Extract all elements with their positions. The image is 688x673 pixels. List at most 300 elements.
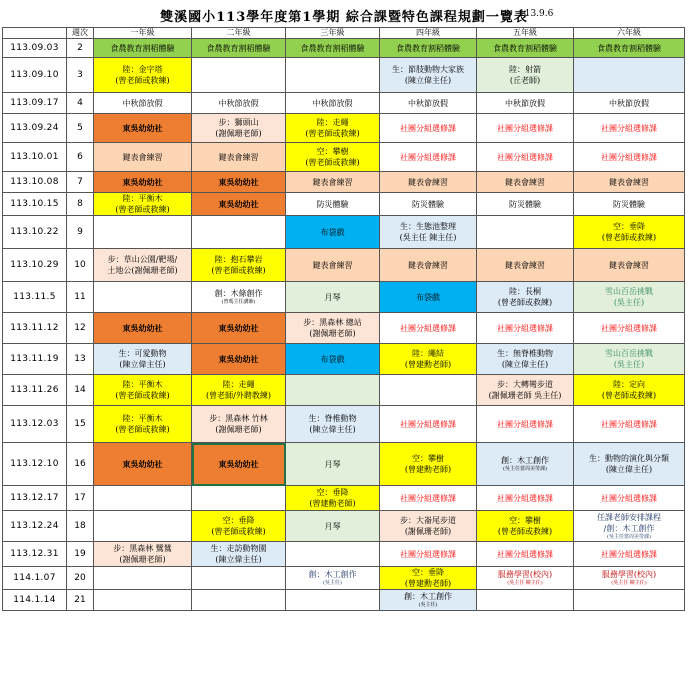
row-date[interactable]: 113.09.10 (3, 58, 67, 93)
cell-activity: 社團分組選修課 (601, 549, 657, 559)
schedule-cell[interactable] (286, 344, 380, 375)
schedule-cell[interactable] (477, 93, 574, 114)
schedule-cell[interactable] (286, 249, 380, 282)
table-row (3, 249, 685, 282)
header-row (3, 28, 685, 39)
row-week[interactable]: 20 (67, 567, 94, 590)
cell-activity: 東吳幼幼社 (218, 198, 259, 209)
schedule-cell[interactable] (192, 172, 286, 193)
schedule-cell[interactable] (94, 567, 192, 590)
schedule-cell[interactable] (286, 375, 380, 406)
header-date (3, 28, 67, 39)
cell-activity: 食農教育割稻體驗 (206, 43, 271, 53)
cell-teacher: (謝佩珊老師) (119, 555, 166, 564)
cell-activity: 創：木工創作 (501, 456, 549, 465)
schedule-cell[interactable] (477, 249, 574, 282)
cell-activity: 社團分組選修課 (400, 549, 456, 559)
cell-activity: 社團分組選修課 (400, 123, 456, 133)
schedule-cell[interactable] (192, 590, 286, 611)
schedule-cell[interactable] (286, 216, 380, 249)
schedule-cell[interactable] (574, 93, 685, 114)
row-date[interactable]: 113.12.17 (3, 486, 67, 511)
cell-activity: 步：獅頭山 (218, 118, 259, 127)
schedule-cell[interactable] (574, 313, 685, 344)
schedule-cell[interactable] (192, 216, 286, 249)
cell-teacher: (吳主任) (613, 360, 645, 369)
schedule-cell[interactable] (286, 590, 380, 611)
cell-activity: 陸：平衡木 (122, 414, 163, 423)
table-row (3, 542, 685, 567)
schedule-cell[interactable] (477, 282, 574, 313)
cell-activity: 防災體驗 (316, 199, 349, 209)
schedule-cell[interactable] (286, 58, 380, 93)
cell-teacher: (曾老師或救練) (115, 76, 170, 85)
cell-activity: 步：黑森林 總站 (303, 318, 362, 327)
cell-activity: 月琴 (324, 292, 341, 302)
row-week[interactable]: 5 (67, 114, 94, 143)
schedule-cell[interactable] (574, 344, 685, 375)
schedule-cell[interactable] (380, 542, 477, 567)
cell-activity: 社團分組選修課 (497, 323, 553, 333)
schedule-cell[interactable] (380, 93, 477, 114)
schedule-cell[interactable] (380, 58, 477, 93)
cell-teacher: (曾建勳老師) (309, 499, 356, 508)
schedule-cell[interactable] (192, 375, 286, 406)
row-week[interactable]: 19 (67, 542, 94, 567)
schedule-cell[interactable] (477, 344, 574, 375)
row-week[interactable]: 15 (67, 406, 94, 443)
cell-activity: 鍵表會練習 (609, 177, 649, 187)
schedule-cell[interactable] (477, 443, 574, 486)
schedule-cell[interactable] (192, 93, 286, 114)
cell-activity: 鍵表會練習 (218, 152, 259, 162)
schedule-cell[interactable] (380, 443, 477, 486)
cell-activity: 鍵表會練習 (312, 177, 353, 187)
cell-activity: 生：脊椎動物 (308, 414, 357, 423)
cell-activity: 社團分組選修課 (400, 152, 456, 162)
row-week[interactable]: 7 (67, 172, 94, 193)
cell-activity: 東吳幼幼社 (122, 322, 163, 333)
row-date[interactable]: 113.10.15 (3, 193, 67, 216)
cell-activity: 食農教育割稻體驗 (597, 43, 661, 53)
table-row (3, 486, 685, 511)
cell-activity: 步：黑森林 鷺鷥 (113, 544, 172, 553)
schedule-cell[interactable] (192, 313, 286, 344)
cell-activity: 布袋戲 (320, 227, 345, 237)
schedule-cell[interactable] (380, 39, 477, 58)
table-row (3, 58, 685, 93)
schedule-cell[interactable] (192, 143, 286, 172)
cell-activity: 鍵表會練習 (408, 260, 448, 270)
row-date[interactable]: 113.09.17 (3, 93, 67, 114)
schedule-cell[interactable] (477, 375, 574, 406)
row-date[interactable]: 113.11.12 (3, 313, 67, 344)
cell-activity: 防災體驗 (613, 199, 645, 209)
cell-note: (吳主任當周美勞課) (503, 466, 547, 472)
cell-teacher: (謝佩珊老師) (404, 527, 452, 536)
cell-activity: 鍵表會練習 (312, 260, 353, 270)
schedule-cell[interactable] (192, 406, 286, 443)
cell-activity: 食農教育割稻體驗 (396, 43, 460, 53)
cell-activity: 空：垂降 (222, 516, 255, 525)
schedule-cell[interactable] (192, 249, 286, 282)
cell-activity: 中秋節放假 (218, 98, 259, 108)
row-date[interactable]: 113.10.22 (3, 216, 67, 249)
schedule-cell[interactable] (380, 114, 477, 143)
cell-activity: 東吳幼幼社 (218, 176, 259, 187)
row-date[interactable]: 114.1.14 (3, 590, 67, 611)
schedule-cell[interactable] (192, 567, 286, 590)
row-date[interactable]: 114.1.07 (3, 567, 67, 590)
schedule-cell[interactable] (286, 542, 380, 567)
cell-teacher: (曾老師或救練) (305, 129, 360, 138)
row-week[interactable]: 14 (67, 375, 94, 406)
cell-teacher: (陳立偉主任) (404, 76, 452, 85)
cell-activity: 社團分組選修課 (601, 493, 657, 503)
schedule-cell[interactable] (94, 143, 192, 172)
schedule-cell[interactable] (94, 114, 192, 143)
cell-teacher: (謝佩珊老師) (215, 129, 262, 138)
header-grade-4: 四年級 (380, 28, 477, 39)
schedule-cell[interactable] (192, 486, 286, 511)
schedule-cell[interactable] (574, 216, 685, 249)
schedule-cell[interactable] (286, 511, 380, 542)
cell-activity: 社團分組選修課 (601, 123, 657, 133)
schedule-cell[interactable] (286, 193, 380, 216)
schedule-cell[interactable] (380, 590, 477, 611)
row-date[interactable]: 113.12.10 (3, 443, 67, 486)
schedule-cell[interactable] (380, 216, 477, 249)
schedule-cell[interactable] (94, 93, 192, 114)
cell-activity: 食農教育割稻體驗 (110, 43, 175, 53)
schedule-cell[interactable] (380, 193, 477, 216)
schedule-cell[interactable] (574, 375, 685, 406)
cell-activity: 陸：平衡木 (122, 380, 163, 389)
schedule-cell[interactable] (94, 375, 192, 406)
schedule-cell[interactable] (94, 172, 192, 193)
row-week[interactable]: 4 (67, 93, 94, 114)
cell-activity: 步：大崙尾步道 (400, 516, 456, 525)
schedule-cell[interactable] (574, 193, 685, 216)
table-row (3, 282, 685, 313)
row-week[interactable]: 18 (67, 511, 94, 542)
cell-teacher: (吳主任 陳主任) (399, 233, 457, 242)
cell-teacher: (陳立偉主任) (501, 360, 549, 369)
schedule-cell[interactable] (286, 567, 380, 590)
row-date[interactable]: 113.11.5 (3, 282, 67, 313)
row-week[interactable]: 11 (67, 282, 94, 313)
row-week[interactable]: 6 (67, 143, 94, 172)
schedule-cell[interactable] (477, 542, 574, 567)
cell-activity: 鍵表會練習 (609, 260, 649, 270)
cell-activity: 中秋節放假 (122, 98, 163, 108)
schedule-cell[interactable] (286, 172, 380, 193)
cell-activity: 社團分組選修課 (400, 419, 456, 429)
schedule-cell[interactable] (94, 542, 192, 567)
cell-activity: 生：走訪動物園 (210, 544, 267, 553)
cell-teacher: (謝佩珊老師 吳主任) (488, 391, 562, 400)
schedule-cell[interactable] (286, 93, 380, 114)
table-row (3, 143, 685, 172)
cell-activity: 陸：繩結 (412, 349, 444, 358)
cell-activity: 雪山百岳挑戰 (605, 349, 653, 358)
row-date[interactable]: 113.11.19 (3, 344, 67, 375)
cell-activity: 步：黑森林 竹林 (209, 414, 268, 423)
row-week[interactable]: 9 (67, 216, 94, 249)
row-date[interactable]: 113.09.24 (3, 114, 67, 143)
cell-activity: 空：垂降 (613, 222, 645, 231)
schedule-cell[interactable] (477, 193, 574, 216)
cell-activity: 中秋節放假 (408, 98, 448, 108)
schedule-cell[interactable] (94, 39, 192, 58)
cell-note: (吳主任當周美勞課) (607, 533, 651, 540)
schedule-cell[interactable] (477, 567, 574, 590)
cell-teacher: (曾老師或救練) (211, 266, 266, 275)
header-grade-3: 三年級 (286, 28, 380, 39)
cell-activity: 月琴 (324, 459, 341, 469)
row-date[interactable]: 113.12.03 (3, 406, 67, 443)
schedule-cell[interactable] (574, 172, 685, 193)
cell-activity: 步：大轉彎步道 (497, 380, 553, 389)
cell-teacher: (陳立偉主任) (119, 360, 166, 369)
schedule-cell[interactable] (94, 406, 192, 443)
schedule-cell[interactable] (192, 511, 286, 542)
cell-activity: 東吳幼幼社 (218, 458, 259, 469)
cell-activity: 社團分組選修課 (400, 323, 456, 333)
cell-activity: 陸：抱石攀岩 (214, 255, 263, 264)
schedule-cell[interactable] (286, 282, 380, 313)
cell-activity: 任課老師安排課程 (597, 512, 661, 522)
row-week[interactable]: 13 (67, 344, 94, 375)
table-row (3, 443, 685, 486)
cell-activity: 陸：長桐 (509, 287, 541, 296)
schedule-cell[interactable] (286, 486, 380, 511)
schedule-cell[interactable] (380, 344, 477, 375)
schedule-cell[interactable] (477, 486, 574, 511)
cell-note: (吳主任) (418, 602, 438, 608)
schedule-cell[interactable] (192, 193, 286, 216)
schedule-cell[interactable] (380, 313, 477, 344)
schedule-cell[interactable] (574, 406, 685, 443)
cell-activity: 月琴 (324, 521, 341, 531)
header-grade-6: 六年級 (574, 28, 685, 39)
cell-activity: 生：無脊椎動物 (497, 349, 553, 358)
cell-activity: 社團分組選修課 (497, 419, 553, 429)
cell-activity: 生：可愛動物 (118, 349, 167, 358)
schedule-cell[interactable] (477, 511, 574, 542)
cell-teacher: (陳立偉主任) (605, 465, 653, 474)
cell-teacher: (曾老師或救練) (115, 205, 170, 214)
schedule-cell[interactable] (574, 486, 685, 511)
cell-activity: 食農教育割稻體驗 (493, 43, 557, 53)
cell-activity: 中秋節放假 (312, 98, 353, 108)
cell-activity: 服務學習(校內) (497, 570, 553, 579)
schedule-cell[interactable] (574, 567, 685, 590)
schedule-cell[interactable] (286, 114, 380, 143)
header-grade-2: 二年級 (192, 28, 286, 39)
schedule-cell[interactable] (477, 590, 574, 611)
row-date[interactable]: 113.12.31 (3, 542, 67, 567)
schedule-cell[interactable] (380, 172, 477, 193)
cell-activity: 防災體驗 (509, 199, 541, 209)
row-date[interactable]: 113.09.03 (3, 39, 67, 58)
row-week[interactable]: 8 (67, 193, 94, 216)
schedule-cell[interactable] (286, 443, 380, 486)
schedule-cell[interactable] (192, 282, 286, 313)
cell-teacher: (曾建勳老師) (404, 579, 452, 588)
row-date[interactable]: 113.12.24 (3, 511, 67, 542)
cell-note: (吳主任 陳主任) (507, 580, 543, 586)
cell-activity: 布袋戲 (320, 354, 345, 364)
cell-activity: 空：攀樹 (316, 147, 349, 156)
schedule-cell[interactable] (286, 39, 380, 58)
title-bar (0, 0, 688, 27)
cell-teacher: (曾老師/外聘教練) (206, 391, 271, 400)
schedule-cell[interactable] (574, 542, 685, 567)
cell-activity: 鍵表會練習 (505, 260, 545, 270)
schedule-cell[interactable] (192, 58, 286, 93)
cell-activity: 布袋戲 (416, 292, 440, 302)
schedule-cell[interactable] (94, 282, 192, 313)
row-week[interactable]: 21 (67, 590, 94, 611)
schedule-cell[interactable] (477, 58, 574, 93)
cell-activity: 創：木條創作 (214, 289, 263, 298)
cell-note: (吳主任 陳主任) (611, 580, 647, 586)
schedule-cell[interactable] (477, 143, 574, 172)
cell-activity: 中秋節放假 (609, 98, 649, 108)
cell-activity: 防災體驗 (412, 199, 444, 209)
row-date[interactable]: 113.10.29 (3, 249, 67, 282)
cell-activity: 空：攀樹 (509, 516, 541, 525)
schedule-cell[interactable] (574, 114, 685, 143)
schedule-cell[interactable] (477, 406, 574, 443)
schedule-cell[interactable] (477, 114, 574, 143)
cell-activity: 創：木工創作 (308, 570, 357, 579)
cell-activity: 雪山百岳挑戰 (605, 287, 653, 296)
cell-activity: 服務學習(校內) (601, 570, 657, 579)
schedule-cell[interactable] (192, 542, 286, 567)
schedule-cell[interactable] (477, 313, 574, 344)
schedule-cell[interactable] (94, 590, 192, 611)
cell-activity: 東吳幼幼社 (218, 322, 259, 333)
cell-teacher: (丘老師) (509, 76, 541, 85)
title-date: 113.9.6 (519, 9, 554, 19)
schedule-body (3, 39, 685, 611)
schedule-cell[interactable] (380, 486, 477, 511)
cell-teacher: /創：木工創作 (603, 523, 655, 533)
table-row (3, 375, 685, 406)
row-week[interactable]: 17 (67, 486, 94, 511)
row-week[interactable]: 2 (67, 39, 94, 58)
schedule-cell[interactable] (380, 567, 477, 590)
row-week[interactable]: 3 (67, 58, 94, 93)
schedule-cell[interactable] (94, 58, 192, 93)
cell-teacher: (曾老師或救練) (601, 233, 657, 242)
cell-teacher: (吳主任) (613, 298, 645, 307)
schedule-cell[interactable] (380, 511, 477, 542)
schedule-cell[interactable] (94, 344, 192, 375)
schedule-cell[interactable] (192, 443, 286, 486)
schedule-cell[interactable] (192, 39, 286, 58)
cell-note: (吳主任) (323, 580, 342, 586)
schedule-cell[interactable] (380, 375, 477, 406)
cell-activity: 陸：射箭 (509, 65, 541, 74)
cell-activity: 鍵表會練習 (122, 152, 163, 162)
schedule-cell[interactable] (94, 216, 192, 249)
schedule-cell[interactable] (94, 193, 192, 216)
schedule-cell[interactable] (380, 143, 477, 172)
schedule-cell[interactable] (574, 511, 685, 542)
schedule-cell[interactable] (192, 114, 286, 143)
table-row (3, 114, 685, 143)
schedule-cell[interactable] (286, 313, 380, 344)
cell-teacher: (曾老師或救練) (497, 527, 553, 536)
cell-teacher: (曾老師或救練) (115, 425, 170, 434)
cell-activity: 鍵表會練習 (408, 177, 448, 187)
schedule-cell[interactable] (574, 143, 685, 172)
schedule-cell[interactable] (574, 282, 685, 313)
cell-activity: 社團分組選修課 (601, 323, 657, 333)
schedule-cell[interactable] (380, 282, 477, 313)
cell-teacher: (曾老師或救練) (601, 391, 657, 400)
header-week: 週次 (67, 28, 94, 39)
cell-activity: 創：木工創作 (404, 592, 452, 601)
cell-activity: 陸：走繩 (222, 380, 255, 389)
schedule-cell[interactable] (94, 313, 192, 344)
schedule-cell[interactable] (94, 511, 192, 542)
schedule-cell[interactable] (574, 39, 685, 58)
cell-teacher: (謝佩珊老師) (309, 329, 356, 338)
schedule-cell[interactable] (477, 172, 574, 193)
schedule-cell[interactable] (574, 443, 685, 486)
schedule-cell[interactable] (286, 406, 380, 443)
row-date[interactable]: 113.10.01 (3, 143, 67, 172)
cell-activity: 東吳幼幼社 (122, 122, 163, 133)
schedule-cell[interactable] (380, 249, 477, 282)
cell-teacher: (曾老師或救練) (305, 158, 360, 167)
table-row (3, 567, 685, 590)
schedule-cell[interactable] (192, 344, 286, 375)
row-date[interactable]: 113.11.26 (3, 375, 67, 406)
schedule-cell[interactable] (574, 590, 685, 611)
schedule-cell[interactable] (94, 443, 192, 486)
cell-teacher: (曾老師或救練) (497, 298, 553, 307)
schedule-cell[interactable] (574, 58, 685, 93)
cell-activity: 中秋節放假 (505, 98, 545, 108)
schedule-cell[interactable] (380, 406, 477, 443)
schedule-cell[interactable] (574, 249, 685, 282)
cell-activity: 社團分組選修課 (400, 493, 456, 503)
cell-teacher: (曾老師或救練) (115, 391, 170, 400)
schedule-cell[interactable] (94, 249, 192, 282)
schedule-cell[interactable] (477, 39, 574, 58)
schedule-cell[interactable] (477, 216, 574, 249)
schedule-cell[interactable] (286, 143, 380, 172)
cell-activity: 社團分組選修課 (497, 123, 553, 133)
cell-activity: 陸：定向 (613, 380, 645, 389)
row-week[interactable]: 10 (67, 249, 94, 282)
table-row (3, 39, 685, 58)
cell-note: (曾瑪主任講師) (221, 299, 256, 305)
cell-activity: 生：節肢動物大家族 (392, 65, 464, 74)
schedule-cell[interactable] (94, 486, 192, 511)
row-week[interactable]: 16 (67, 443, 94, 486)
table-row (3, 313, 685, 344)
cell-teacher: (陳立偉主任) (309, 425, 356, 434)
row-date[interactable]: 113.10.08 (3, 172, 67, 193)
cell-activity: 社團分組選修課 (497, 152, 553, 162)
row-week[interactable]: 12 (67, 313, 94, 344)
